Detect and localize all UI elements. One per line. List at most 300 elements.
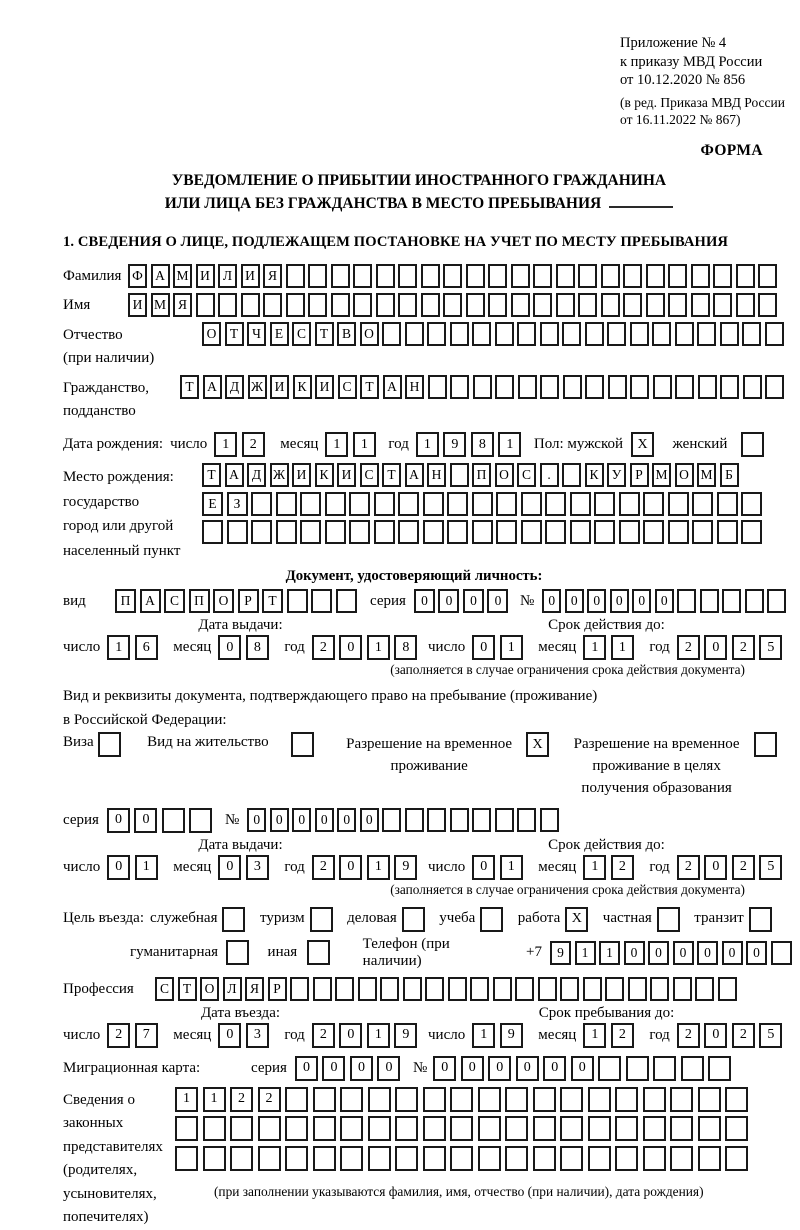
form-cell[interactable]	[286, 293, 305, 317]
form-cell[interactable]	[162, 808, 185, 833]
form-cell[interactable]	[466, 264, 485, 288]
form-cell[interactable]	[368, 1116, 391, 1141]
form-cell[interactable]: 5	[759, 635, 782, 660]
form-cell[interactable]	[472, 492, 493, 516]
form-cell[interactable]: Б	[720, 463, 739, 487]
form-cell[interactable]	[478, 1116, 501, 1141]
form-cell[interactable]	[285, 1087, 308, 1112]
form-cell[interactable]	[697, 322, 716, 346]
form-cell[interactable]: М	[697, 463, 716, 487]
form-cell[interactable]	[588, 1146, 611, 1171]
form-cell[interactable]	[376, 293, 395, 317]
form-cell[interactable]	[374, 492, 395, 516]
form-cell[interactable]	[398, 492, 419, 516]
form-cell[interactable]: И	[337, 463, 356, 487]
form-cell[interactable]: И	[292, 463, 311, 487]
form-cell[interactable]	[521, 492, 542, 516]
form-cell[interactable]: О	[202, 322, 221, 346]
form-cell[interactable]	[340, 1146, 363, 1171]
form-cell[interactable]: И	[128, 293, 147, 317]
form-cell[interactable]	[313, 1146, 336, 1171]
form-cell[interactable]	[331, 293, 350, 317]
form-cell[interactable]	[643, 1146, 666, 1171]
form-cell[interactable]	[515, 977, 534, 1001]
form-cell[interactable]	[668, 293, 687, 317]
form-cell[interactable]	[560, 1087, 583, 1112]
form-cell[interactable]: З	[227, 492, 248, 516]
form-cell[interactable]	[562, 463, 581, 487]
form-cell[interactable]	[601, 293, 620, 317]
form-cell[interactable]	[395, 1087, 418, 1112]
form-cell[interactable]	[470, 977, 489, 1001]
form-cell[interactable]	[675, 375, 694, 399]
form-cell[interactable]	[517, 808, 536, 832]
form-cell[interactable]: 0	[516, 1056, 539, 1081]
form-cell[interactable]	[533, 264, 552, 288]
form-cell[interactable]	[626, 1056, 649, 1081]
form-cell[interactable]: 0	[542, 589, 561, 613]
form-cell[interactable]: 9	[500, 1023, 523, 1048]
form-cell[interactable]: 2	[242, 432, 265, 457]
form-cell[interactable]	[743, 375, 762, 399]
form-cell[interactable]: 0	[610, 589, 629, 613]
form-cell[interactable]: 1	[107, 635, 130, 660]
form-cell[interactable]	[668, 264, 687, 288]
form-cell[interactable]: 2	[258, 1087, 281, 1112]
form-cell[interactable]	[325, 492, 346, 516]
form-cell[interactable]	[643, 1087, 666, 1112]
form-cell[interactable]: 0	[218, 1023, 241, 1048]
form-cell[interactable]: 2	[611, 855, 634, 880]
form-cell[interactable]	[425, 977, 444, 1001]
form-cell[interactable]: И	[315, 375, 334, 399]
form-cell[interactable]	[398, 264, 417, 288]
form-cell[interactable]: М	[173, 264, 192, 288]
form-cell[interactable]	[230, 1146, 253, 1171]
form-cell[interactable]	[336, 589, 357, 613]
form-cell[interactable]	[423, 1087, 446, 1112]
form-cell[interactable]	[478, 1146, 501, 1171]
form-cell[interactable]: Е	[202, 492, 223, 516]
form-cell[interactable]	[285, 1116, 308, 1141]
form-cell[interactable]: 0	[339, 855, 362, 880]
form-cell[interactable]	[601, 264, 620, 288]
form-cell[interactable]	[448, 977, 467, 1001]
form-cell[interactable]	[545, 520, 566, 544]
form-cell[interactable]	[749, 907, 772, 932]
form-cell[interactable]: 1	[367, 855, 390, 880]
form-cell[interactable]	[691, 264, 710, 288]
form-cell[interactable]	[450, 1116, 473, 1141]
form-cell[interactable]	[545, 492, 566, 516]
form-cell[interactable]	[720, 322, 739, 346]
form-cell[interactable]	[291, 732, 314, 757]
form-cell[interactable]	[653, 375, 672, 399]
form-cell[interactable]	[196, 293, 215, 317]
form-cell[interactable]	[736, 293, 755, 317]
form-cell[interactable]	[725, 1116, 748, 1141]
form-cell[interactable]: 0	[472, 635, 495, 660]
form-cell[interactable]	[443, 293, 462, 317]
form-cell[interactable]: 9	[394, 855, 417, 880]
form-cell[interactable]	[286, 264, 305, 288]
form-cell[interactable]: Р	[268, 977, 287, 1001]
form-cell[interactable]: 2	[732, 635, 755, 660]
form-cell[interactable]	[708, 1056, 731, 1081]
form-cell[interactable]	[353, 293, 372, 317]
form-cell[interactable]	[423, 520, 444, 544]
form-cell[interactable]: П	[472, 463, 491, 487]
form-cell[interactable]	[741, 492, 762, 516]
form-cell[interactable]	[720, 375, 739, 399]
form-cell[interactable]	[496, 520, 517, 544]
form-cell[interactable]	[505, 1087, 528, 1112]
form-cell[interactable]: Р	[238, 589, 259, 613]
form-cell[interactable]	[427, 322, 446, 346]
form-cell[interactable]	[308, 293, 327, 317]
form-cell[interactable]	[652, 322, 671, 346]
form-cell[interactable]: 0	[722, 941, 743, 965]
form-cell[interactable]	[398, 520, 419, 544]
form-cell[interactable]: О	[495, 463, 514, 487]
form-cell[interactable]	[276, 520, 297, 544]
form-cell[interactable]	[608, 375, 627, 399]
form-cell[interactable]	[570, 492, 591, 516]
form-cell[interactable]: 0	[746, 941, 767, 965]
form-cell[interactable]: Д	[225, 375, 244, 399]
form-cell[interactable]	[692, 492, 713, 516]
form-cell[interactable]: 0	[414, 589, 435, 613]
form-cell[interactable]: Ж	[270, 463, 289, 487]
form-cell[interactable]	[588, 1087, 611, 1112]
form-cell[interactable]	[307, 940, 330, 965]
form-cell[interactable]	[511, 293, 530, 317]
form-cell[interactable]	[258, 1146, 281, 1171]
form-cell[interactable]: 2	[107, 1023, 130, 1048]
form-cell[interactable]	[493, 977, 512, 1001]
form-cell[interactable]: 0	[543, 1056, 566, 1081]
form-cell[interactable]: X	[526, 732, 549, 757]
form-cell[interactable]: 1	[583, 855, 606, 880]
form-cell[interactable]	[473, 375, 492, 399]
form-cell[interactable]	[540, 808, 559, 832]
form-cell[interactable]: М	[151, 293, 170, 317]
form-cell[interactable]	[695, 977, 714, 1001]
form-cell[interactable]: В	[337, 322, 356, 346]
form-cell[interactable]	[643, 1116, 666, 1141]
form-cell[interactable]	[376, 264, 395, 288]
form-cell[interactable]	[615, 1116, 638, 1141]
form-cell[interactable]	[765, 322, 784, 346]
form-cell[interactable]: А	[405, 463, 424, 487]
form-cell[interactable]	[423, 492, 444, 516]
form-cell[interactable]	[583, 977, 602, 1001]
form-cell[interactable]: К	[315, 463, 334, 487]
form-cell[interactable]: 1	[500, 855, 523, 880]
form-cell[interactable]: А	[151, 264, 170, 288]
form-cell[interactable]: 8	[246, 635, 269, 660]
form-cell[interactable]: 1	[203, 1087, 226, 1112]
form-cell[interactable]: А	[203, 375, 222, 399]
form-cell[interactable]	[615, 1087, 638, 1112]
form-cell[interactable]: 1	[498, 432, 521, 457]
form-cell[interactable]	[310, 907, 333, 932]
form-cell[interactable]	[423, 1146, 446, 1171]
form-cell[interactable]: П	[115, 589, 136, 613]
form-cell[interactable]: 1	[135, 855, 158, 880]
form-cell[interactable]: 0	[624, 941, 645, 965]
form-cell[interactable]	[241, 293, 260, 317]
form-cell[interactable]	[313, 1116, 336, 1141]
form-cell[interactable]	[725, 1087, 748, 1112]
form-cell[interactable]	[630, 375, 649, 399]
form-cell[interactable]: 2	[312, 1023, 335, 1048]
form-cell[interactable]	[556, 264, 575, 288]
form-cell[interactable]	[308, 264, 327, 288]
form-cell[interactable]: И	[196, 264, 215, 288]
form-cell[interactable]: Л	[223, 977, 242, 1001]
form-cell[interactable]	[382, 322, 401, 346]
form-cell[interactable]: 0	[315, 808, 334, 832]
form-cell[interactable]	[533, 1116, 556, 1141]
form-cell[interactable]	[495, 375, 514, 399]
form-cell[interactable]: 0	[322, 1056, 345, 1081]
form-cell[interactable]	[335, 977, 354, 1001]
form-cell[interactable]	[698, 1146, 721, 1171]
form-cell[interactable]	[311, 589, 332, 613]
form-cell[interactable]	[402, 907, 425, 932]
form-cell[interactable]: С	[517, 463, 536, 487]
form-cell[interactable]	[538, 977, 557, 1001]
form-cell[interactable]	[698, 375, 717, 399]
form-cell[interactable]	[560, 977, 579, 1001]
form-cell[interactable]: 1	[325, 432, 348, 457]
form-cell[interactable]: 0	[463, 589, 484, 613]
form-cell[interactable]: 1	[175, 1087, 198, 1112]
form-cell[interactable]	[628, 977, 647, 1001]
form-cell[interactable]	[511, 264, 530, 288]
form-cell[interactable]	[227, 520, 248, 544]
form-cell[interactable]: 0	[360, 808, 379, 832]
form-cell[interactable]	[677, 589, 696, 613]
form-cell[interactable]	[202, 520, 223, 544]
form-cell[interactable]: С	[338, 375, 357, 399]
form-cell[interactable]	[226, 940, 249, 965]
form-cell[interactable]	[398, 293, 417, 317]
form-cell[interactable]: Ф	[128, 264, 147, 288]
form-cell[interactable]: 1	[214, 432, 237, 457]
form-cell[interactable]: К	[293, 375, 312, 399]
form-cell[interactable]: 2	[312, 855, 335, 880]
form-cell[interactable]	[287, 589, 308, 613]
form-cell[interactable]	[251, 492, 272, 516]
form-cell[interactable]	[754, 732, 777, 757]
form-cell[interactable]: 0	[339, 635, 362, 660]
form-cell[interactable]: 0	[565, 589, 584, 613]
form-cell[interactable]	[175, 1116, 198, 1141]
form-cell[interactable]	[517, 322, 536, 346]
form-cell[interactable]: С	[292, 322, 311, 346]
form-cell[interactable]: 0	[292, 808, 311, 832]
form-cell[interactable]	[488, 293, 507, 317]
form-cell[interactable]	[276, 492, 297, 516]
form-cell[interactable]	[340, 1116, 363, 1141]
form-cell[interactable]	[222, 907, 245, 932]
form-cell[interactable]	[518, 375, 537, 399]
form-cell[interactable]	[450, 375, 469, 399]
form-cell[interactable]: А	[383, 375, 402, 399]
form-cell[interactable]: 8	[394, 635, 417, 660]
form-cell[interactable]: С	[360, 463, 379, 487]
form-cell[interactable]	[230, 1116, 253, 1141]
form-cell[interactable]: 0	[632, 589, 651, 613]
form-cell[interactable]: И	[270, 375, 289, 399]
form-cell[interactable]: 0	[134, 808, 157, 833]
form-cell[interactable]: 1	[611, 635, 634, 660]
form-cell[interactable]	[623, 264, 642, 288]
form-cell[interactable]	[263, 293, 282, 317]
form-cell[interactable]	[560, 1146, 583, 1171]
form-cell[interactable]: Н	[405, 375, 424, 399]
form-cell[interactable]	[472, 520, 493, 544]
form-cell[interactable]: С	[155, 977, 174, 1001]
form-cell[interactable]	[670, 1116, 693, 1141]
form-cell[interactable]: 0	[648, 941, 669, 965]
form-cell[interactable]	[560, 1116, 583, 1141]
form-cell[interactable]	[570, 520, 591, 544]
form-cell[interactable]: 5	[759, 855, 782, 880]
form-cell[interactable]: 2	[677, 1023, 700, 1048]
form-cell[interactable]: 0	[107, 808, 130, 833]
form-cell[interactable]	[556, 293, 575, 317]
form-cell[interactable]	[646, 293, 665, 317]
form-cell[interactable]: Т	[225, 322, 244, 346]
form-cell[interactable]	[421, 264, 440, 288]
form-cell[interactable]	[258, 1116, 281, 1141]
form-cell[interactable]	[692, 520, 713, 544]
form-cell[interactable]: 0	[472, 855, 495, 880]
form-cell[interactable]: 1	[583, 635, 606, 660]
form-cell[interactable]: И	[241, 264, 260, 288]
form-cell[interactable]	[563, 375, 582, 399]
form-cell[interactable]: П	[189, 589, 210, 613]
form-cell[interactable]: 0	[587, 589, 606, 613]
form-cell[interactable]	[450, 808, 469, 832]
form-cell[interactable]: 6	[135, 635, 158, 660]
form-cell[interactable]	[533, 293, 552, 317]
form-cell[interactable]: X	[631, 432, 654, 457]
form-cell[interactable]	[358, 977, 377, 1001]
form-cell[interactable]: X	[565, 907, 588, 932]
form-cell[interactable]: 2	[732, 1023, 755, 1048]
form-cell[interactable]: 2	[732, 855, 755, 880]
form-cell[interactable]: 0	[655, 589, 674, 613]
form-cell[interactable]: .	[540, 463, 559, 487]
form-cell[interactable]: 0	[218, 635, 241, 660]
form-cell[interactable]	[668, 520, 689, 544]
form-cell[interactable]: Я	[245, 977, 264, 1001]
form-cell[interactable]: Т	[178, 977, 197, 1001]
form-cell[interactable]	[607, 322, 626, 346]
form-cell[interactable]	[691, 293, 710, 317]
form-cell[interactable]: Е	[270, 322, 289, 346]
form-cell[interactable]	[395, 1146, 418, 1171]
form-cell[interactable]	[598, 1056, 621, 1081]
form-cell[interactable]	[218, 293, 237, 317]
form-cell[interactable]	[540, 322, 559, 346]
form-cell[interactable]: Я	[263, 264, 282, 288]
form-cell[interactable]: 0	[704, 1023, 727, 1048]
form-cell[interactable]: 0	[697, 941, 718, 965]
form-cell[interactable]	[300, 492, 321, 516]
form-cell[interactable]	[450, 1146, 473, 1171]
form-cell[interactable]	[313, 1087, 336, 1112]
form-cell[interactable]	[675, 322, 694, 346]
form-cell[interactable]: Ж	[248, 375, 267, 399]
form-cell[interactable]	[331, 264, 350, 288]
form-cell[interactable]	[594, 492, 615, 516]
form-cell[interactable]: 0	[488, 1056, 511, 1081]
form-cell[interactable]: Т	[262, 589, 283, 613]
form-cell[interactable]	[428, 375, 447, 399]
form-cell[interactable]	[725, 1146, 748, 1171]
form-cell[interactable]: 1	[367, 1023, 390, 1048]
form-cell[interactable]: 2	[677, 635, 700, 660]
form-cell[interactable]	[368, 1146, 391, 1171]
form-cell[interactable]	[472, 322, 491, 346]
form-cell[interactable]	[540, 375, 559, 399]
form-cell[interactable]: 8	[471, 432, 494, 457]
form-cell[interactable]: 1	[599, 941, 620, 965]
form-cell[interactable]: Т	[202, 463, 221, 487]
form-cell[interactable]	[619, 492, 640, 516]
form-cell[interactable]	[668, 492, 689, 516]
form-cell[interactable]: 0	[218, 855, 241, 880]
form-cell[interactable]: 0	[673, 941, 694, 965]
form-cell[interactable]: Т	[382, 463, 401, 487]
form-cell[interactable]	[488, 264, 507, 288]
form-cell[interactable]: 0	[571, 1056, 594, 1081]
form-cell[interactable]: А	[140, 589, 161, 613]
form-cell[interactable]: 1	[500, 635, 523, 660]
form-cell[interactable]: Д	[247, 463, 266, 487]
form-cell[interactable]: 9	[443, 432, 466, 457]
form-cell[interactable]	[700, 589, 719, 613]
form-cell[interactable]	[615, 1146, 638, 1171]
form-cell[interactable]	[767, 589, 786, 613]
form-cell[interactable]	[313, 977, 332, 1001]
form-cell[interactable]	[758, 293, 777, 317]
form-cell[interactable]	[505, 1146, 528, 1171]
form-cell[interactable]	[741, 432, 764, 457]
form-cell[interactable]	[578, 293, 597, 317]
form-cell[interactable]	[585, 375, 604, 399]
form-cell[interactable]	[423, 1116, 446, 1141]
form-cell[interactable]: О	[360, 322, 379, 346]
form-cell[interactable]	[713, 264, 732, 288]
form-cell[interactable]	[623, 293, 642, 317]
form-cell[interactable]: 1	[367, 635, 390, 660]
form-cell[interactable]: У	[607, 463, 626, 487]
form-cell[interactable]	[585, 322, 604, 346]
form-cell[interactable]	[698, 1087, 721, 1112]
form-cell[interactable]: 0	[247, 808, 266, 832]
form-cell[interactable]: 0	[433, 1056, 456, 1081]
form-cell[interactable]: 0	[339, 1023, 362, 1048]
form-cell[interactable]	[765, 375, 784, 399]
form-cell[interactable]: 0	[487, 589, 508, 613]
form-cell[interactable]: 1	[472, 1023, 495, 1048]
